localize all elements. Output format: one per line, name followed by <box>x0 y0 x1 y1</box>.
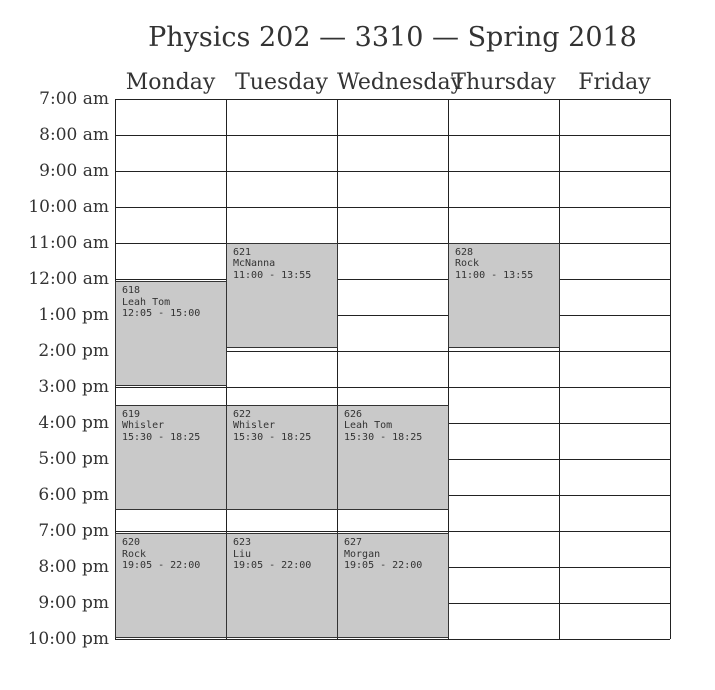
class-session-block[interactable] <box>448 243 560 348</box>
day-header: Thursday <box>451 70 556 95</box>
class-session-block[interactable] <box>226 533 338 638</box>
hour-gridline <box>115 207 670 208</box>
session-time-range: 12:05 - 15:00 <box>122 308 201 320</box>
session-section: 620 <box>122 537 141 549</box>
page-title: Physics 202 — 3310 — Spring 2018 <box>148 22 637 53</box>
session-time-range: 19:05 - 22:00 <box>233 560 312 572</box>
session-time-range: 19:05 - 22:00 <box>122 560 201 572</box>
session-section: 619 <box>122 408 141 420</box>
session-time-range: 15:30 - 18:25 <box>233 431 312 443</box>
session-instructor: Whisler <box>233 420 276 431</box>
session-time-range: 15:30 - 18:25 <box>122 431 201 443</box>
class-session-block[interactable] <box>337 533 449 638</box>
time-label: 6:00 pm <box>38 484 109 505</box>
session-time-range: 15:30 - 18:25 <box>344 431 423 443</box>
session-section: 621 <box>233 246 252 258</box>
day-header: Monday <box>125 70 216 95</box>
session-instructor: Leah Tom <box>344 420 393 431</box>
hour-gridline <box>115 639 670 640</box>
session-instructor: Liu <box>233 548 252 560</box>
time-label: 11:00 am <box>28 232 109 253</box>
session-section: 626 <box>344 408 363 420</box>
session-instructor: Rock <box>455 258 480 269</box>
hour-gridline <box>115 99 670 100</box>
session-time-range: 19:05 - 22:00 <box>344 560 423 572</box>
time-label: 8:00 pm <box>38 556 109 577</box>
class-session-block[interactable] <box>115 533 227 638</box>
session-time-range: 11:00 - 13:55 <box>233 269 312 281</box>
session-section: 627 <box>344 537 363 549</box>
time-label: 2:00 pm <box>38 340 109 361</box>
hour-gridline <box>115 135 670 136</box>
time-label: 10:00 am <box>28 196 109 217</box>
session-instructor: Leah Tom <box>122 296 171 308</box>
time-label: 9:00 pm <box>38 592 109 613</box>
class-session-block[interactable] <box>115 281 227 386</box>
day-header: Friday <box>578 70 651 95</box>
time-label: 5:00 pm <box>38 448 109 469</box>
day-column-divider <box>559 99 560 639</box>
time-label: 3:00 pm <box>38 376 109 397</box>
session-time-range: 11:00 - 13:55 <box>455 269 534 281</box>
time-label: 10:00 pm <box>27 628 109 649</box>
session-section: 623 <box>233 537 252 549</box>
day-header: Wednesday <box>337 70 464 95</box>
session-section: 622 <box>233 408 252 420</box>
hour-gridline <box>115 171 670 172</box>
session-instructor: Morgan <box>344 548 381 560</box>
class-session-block[interactable] <box>115 405 227 510</box>
day-column-divider <box>670 99 671 639</box>
time-label: 9:00 am <box>39 160 109 181</box>
class-session-block[interactable] <box>226 405 338 510</box>
session-instructor: Rock <box>122 548 147 560</box>
time-label: 7:00 pm <box>38 520 109 541</box>
session-section: 628 <box>455 246 474 258</box>
hour-gridline <box>115 531 670 532</box>
hour-gridline <box>115 279 670 280</box>
hour-gridline <box>115 387 670 388</box>
time-label: 1:00 pm <box>38 304 109 325</box>
session-section: 618 <box>122 285 141 297</box>
class-session-block[interactable] <box>337 405 449 510</box>
time-label: 12:00 am <box>28 268 109 289</box>
class-session-block[interactable] <box>226 243 338 348</box>
session-instructor: Whisler <box>122 420 165 431</box>
session-instructor: McNanna <box>233 258 276 269</box>
time-label: 8:00 am <box>39 124 109 145</box>
day-header: Tuesday <box>235 70 328 95</box>
time-label: 7:00 am <box>39 88 109 109</box>
time-label: 4:00 pm <box>38 412 109 433</box>
hour-gridline <box>115 243 670 244</box>
